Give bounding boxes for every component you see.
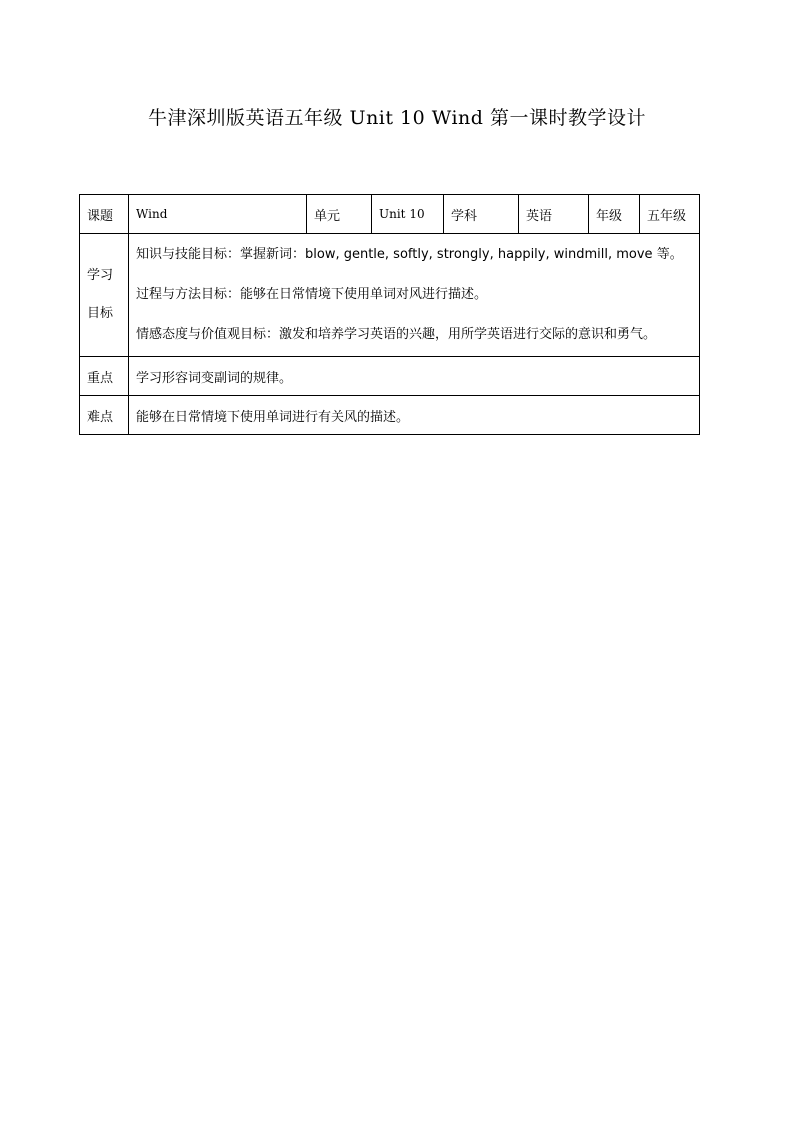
subject-label: 学科 (444, 195, 519, 234)
objective-attitude: 情感态度与价值观目标：激发和培养学习英语的兴趣，用所学英语进行交际的意识和勇气。 (136, 327, 657, 342)
lesson-value: Wind (129, 195, 307, 234)
objectives-label-line1: 学习 (87, 268, 114, 283)
unit-label: 单元 (307, 195, 372, 234)
objectives-label-line2: 目标 (87, 306, 114, 321)
unit-value: Unit 10 (372, 195, 444, 234)
table-row (80, 234, 700, 357)
objective-process: 过程与方法目标：能够在日常情境下使用单词对风进行描述。 (136, 287, 488, 302)
table-row (80, 357, 700, 396)
difficulty-value: 能够在日常情境下使用单词进行有关风的描述。 (129, 396, 700, 435)
table-row (80, 195, 700, 234)
grade-label: 年级 (589, 195, 640, 234)
key-point-label: 重点 (80, 357, 129, 396)
objectives-label (80, 234, 129, 357)
lesson-label: 课题 (80, 195, 129, 234)
objectives-content (129, 234, 700, 357)
difficulty-label: 难点 (80, 396, 129, 435)
lesson-plan-table (79, 194, 700, 435)
table-row (80, 396, 700, 435)
subject-value: 英语 (519, 195, 589, 234)
objective-knowledge: 知识与技能目标：掌握新词：blow, gentle, softly, strongly, happily, windmill, move 等。 (136, 247, 683, 262)
page-title: 牛津深圳版英语五年级 Unit 10 Wind 第一课时教学设计 (148, 107, 646, 129)
grade-value: 五年级 (640, 195, 700, 234)
key-point-value: 学习形容词变副词的规律。 (129, 357, 700, 396)
